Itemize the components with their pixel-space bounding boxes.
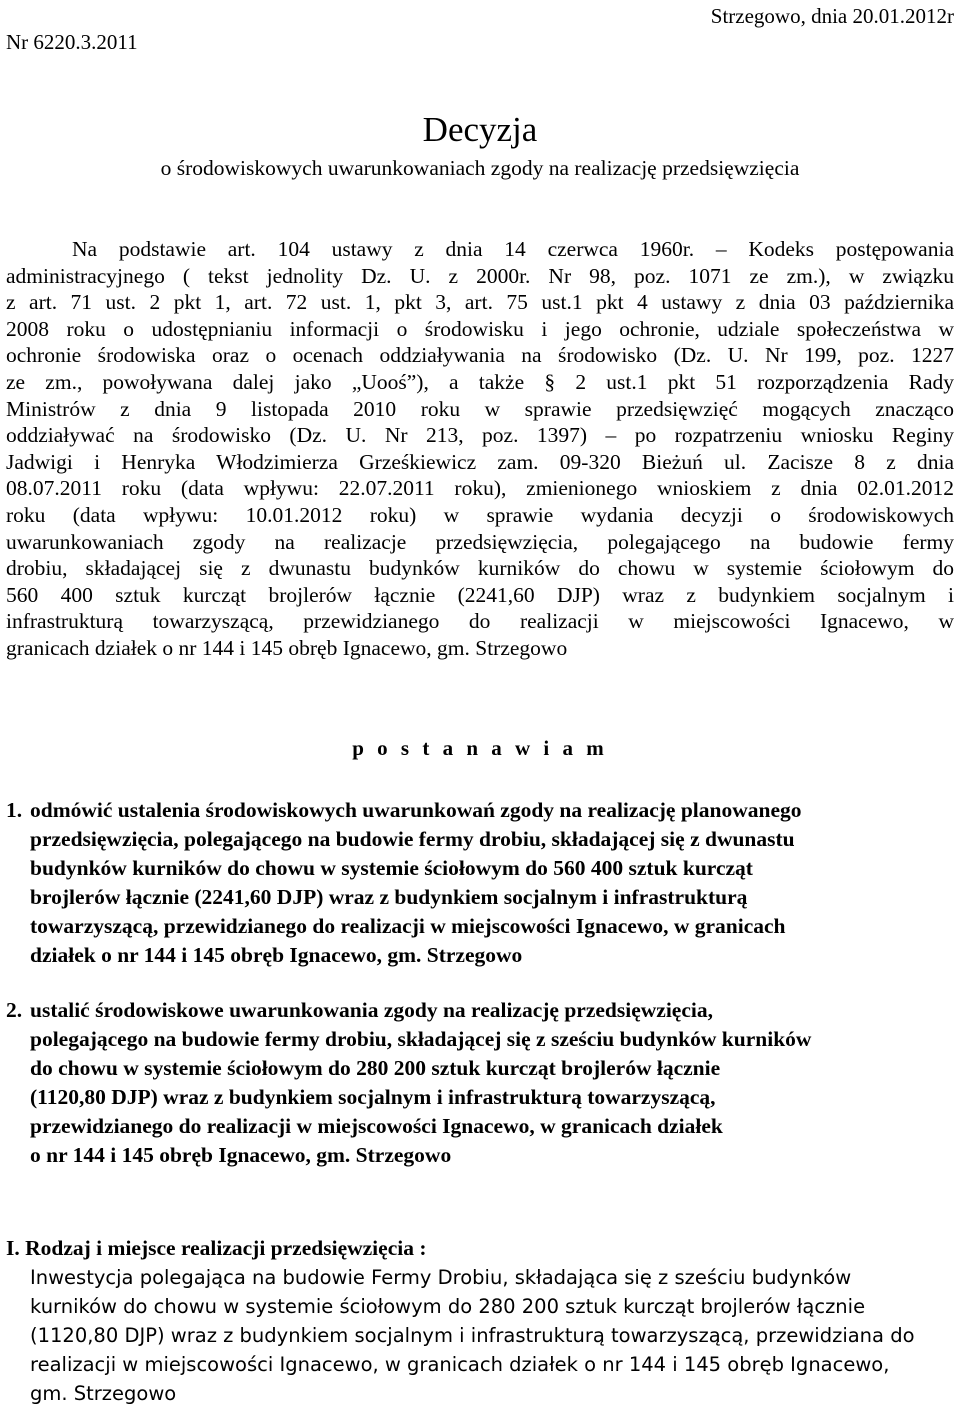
decision-item-1 — [6, 796, 801, 970]
paragraph-line: administracyjnego ( tekst jednolity Dz. U. z 2000r. Nr 98, poz. 1071 ze zm.), w związku — [6, 263, 954, 288]
item-number: 1. — [6, 798, 23, 822]
item-line: polegającego na budowie fermy drobiu, składającej się z sześciu budynków kurników — [30, 1027, 812, 1051]
section-line: Inwestycja polegająca na budowie Fermy Drobiu, składająca się z sześciu budynków — [30, 1266, 852, 1289]
paragraph-line: uwarunkowaniach zgody na realizacje przedsięwzięcia, polegającego na budowie fermy — [6, 529, 954, 554]
paragraph-line: granicach działek o nr 144 i 145 obręb Ignacewo, gm. Strzegowo — [6, 635, 568, 660]
document-title: Decyzja — [422, 110, 538, 149]
item-number: 2. — [6, 998, 23, 1022]
place-and-date: Strzegowo, dnia 20.01.2012r — [710, 4, 954, 28]
paragraph-line: z art. 71 ust. 2 pkt 1, art. 72 ust. 1, pkt 3, art. 75 ust.1 pkt 4 ustawy z dnia 03 października — [6, 290, 954, 315]
section-line: kurników do chowu w systemie ściołowym do 280 200 sztuk kurcząt brojlerów łącznie — [30, 1295, 866, 1318]
item-line: do chowu w systemie ściołowym do 280 200 sztuk kurcząt brojlerów łącznie — [30, 1056, 721, 1080]
item-line: brojlerów łącznie (2241,60 DJP) wraz z budynkiem socjalnym i infrastrukturą — [30, 885, 748, 909]
paragraph-line: infrastrukturą towarzyszącą, przewidzianego do realizacji w miejscowości Ignacewo, w — [6, 609, 954, 634]
reference-number: Nr 6220.3.2011 — [6, 30, 138, 54]
paragraph-line: ochronie środowiska oraz o ocenach oddziaływania na środowisko (Dz. U. Nr 199, poz. 1227 — [6, 343, 954, 368]
item-line: odmówić ustalenia środowiskowych uwarunkowań zgody na realizację planowanego — [30, 798, 802, 822]
section-i — [6, 1234, 915, 1408]
document-subtitle: o środowiskowych uwarunkowaniach zgody na realizację przedsięwzięcia — [160, 156, 800, 180]
item-line: budynków kurników do chowu w systemie ściołowym do 560 400 sztuk kurcząt — [30, 856, 753, 880]
item-line: działek o nr 144 i 145 obręb Ignacewo, gm. Strzegowo — [30, 943, 523, 967]
item-line: o nr 144 i 145 obręb Ignacewo, gm. Strzegowo — [30, 1143, 452, 1167]
item-line: (1120,80 DJP) wraz z budynkiem socjalnym i infrastrukturą towarzyszącą, — [30, 1085, 716, 1109]
item-line: przewidzianego do realizacji w miejscowości Ignacewo, w granicach działek — [30, 1114, 723, 1138]
item-line: ustalić środowiskowe uwarunkowania zgody na realizację przedsięwzięcia, — [30, 998, 713, 1022]
section-body — [6, 1263, 915, 1408]
paragraph-line: Ministrów z dnia 9 listopada 2010 roku w sprawie przedsięwzięć mogących znacząco — [6, 396, 954, 421]
paragraph-line: 560 400 sztuk kurcząt brojlerów łącznie (2241,60 DJP) wraz z budynkiem socjalnym i — [6, 582, 954, 607]
paragraph-line: 2008 roku o udostępnianiu informacji o środowisku i jego ochronie, udziale społeczeństwa w — [6, 316, 954, 341]
section-line: realizacji w miejscowości Ignacewo, w granicach działek o nr 144 i 145 obręb Ignacewo, — [30, 1353, 890, 1376]
decision-item-2 — [6, 996, 811, 1170]
paragraph-line: roku (data wpływu: 10.01.2012 roku) w sprawie wydania decyzji o środowiskowych — [6, 502, 954, 527]
item-line: towarzyszącą, przewidzianego do realizacji w miejscowości Ignacewo, w granicach — [30, 914, 786, 938]
paragraph-line: Na podstawie art. 104 ustawy z dnia 14 czerwca 1960r. – Kodeks postępowania — [72, 237, 954, 261]
section-line: gm. Strzegowo — [30, 1382, 177, 1405]
section-number: I. — [6, 1236, 20, 1260]
section-line: (1120,80 DJP) wraz z budynkiem socjalnym i infrastrukturą towarzyszącą, przewidziana do — [30, 1324, 915, 1347]
paragraph-line: 08.07.2011 roku (data wpływu: 22.07.2011 roku), zmienionego wnioskiem z dnia 02.01.2012 — [6, 476, 954, 501]
paragraph-line: drobiu, składającej się z dwunastu budynków kurników do chowu w systemie ściołowym do — [6, 556, 954, 581]
section-heading: Rodzaj i miejsce realizacji przedsięwzięcia : — [25, 1236, 427, 1260]
legal-basis-paragraph — [6, 236, 954, 662]
decree-heading: p o s t a n a w i a m — [352, 736, 608, 760]
paragraph-line: oddziaływać na środowisko (Dz. U. Nr 213, poz. 1397) – po rozpatrzeniu wniosku Reginy — [6, 423, 954, 448]
paragraph-line: ze zm., powoływana dalej jako „Uooś”), a także § 2 ust.1 pkt 51 rozporządzenia Rady — [6, 369, 954, 394]
paragraph-line: Jadwigi i Henryka Włodzimierza Grześkiewicz zam. 09-320 Bieżuń ul. Zacisze 8 z dnia — [6, 449, 954, 474]
item-line: przedsięwzięcia, polegającego na budowie fermy drobiu, składającej się z dwunastu — [30, 827, 795, 851]
